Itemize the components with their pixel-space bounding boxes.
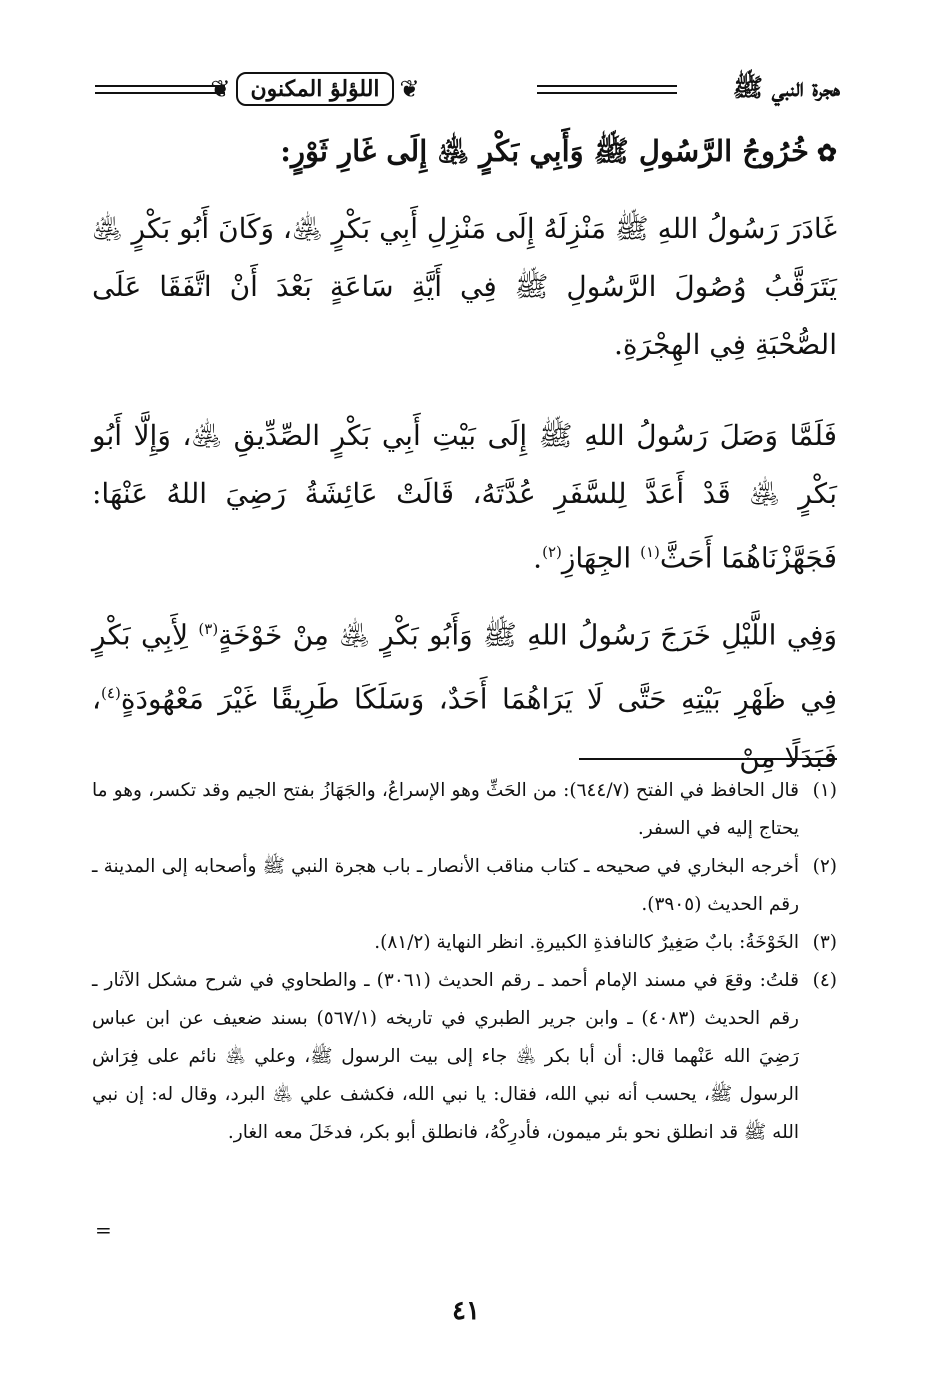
paragraph-2-text: الجِهَازِ bbox=[561, 541, 641, 575]
section-heading bbox=[92, 134, 837, 176]
paragraph-3-text: لِأَبِي بَكْرٍ فِي ظَهْرِ بَيْتِهِ حَتَّى لَا يَرَاهُمَا أَحَدٌ، وَسَلَكَا طَرِيقًا غَيْرَ مَعْهُودَةٍ bbox=[92, 618, 837, 716]
footnote bbox=[92, 772, 837, 848]
flower-bullet-icon: ✿ bbox=[816, 138, 837, 167]
paragraph-3-text: وَفِي اللَّيْلِ خَرَجَ رَسُولُ اللهِ ﷺ وَأَبُو بَكْرٍ ﵁ مِنْ خَوْخَةٍ bbox=[218, 618, 837, 652]
footnote-text: قال الحافظ في الفتح (٦٤٤/٧): من الحَثِّ وهو الإسراعُ، والجَهَازُ بفتح الجيم وقد تكسر، وهو ما يحتاج إليه في السفر. bbox=[92, 780, 799, 839]
footnote-number: (٣) bbox=[812, 932, 837, 953]
paragraph-2-text: . bbox=[533, 541, 543, 575]
page-header bbox=[95, 58, 840, 122]
header-rule-right bbox=[537, 85, 677, 94]
footnote bbox=[92, 924, 837, 962]
footnote bbox=[92, 848, 837, 924]
footnote-ref-1: (١) bbox=[640, 543, 660, 561]
footnote-number: (١) bbox=[812, 780, 837, 801]
header-rule-left bbox=[95, 85, 225, 94]
footnote-number: (٤) bbox=[812, 970, 837, 991]
book-title-cartouche bbox=[210, 62, 420, 116]
footnote-ref-4: (٤) bbox=[101, 684, 121, 703]
page-number: ٤١ bbox=[452, 1296, 480, 1326]
paragraph-2 bbox=[92, 407, 837, 587]
continuation-mark: = bbox=[95, 1218, 112, 1242]
footnote-separator bbox=[579, 758, 837, 760]
paragraph-3-text: ، فَبَدَلًا مِنْ bbox=[92, 682, 837, 774]
footnote-text: قلتُ: وقعَ في مسند الإمام أحمد ـ رقم الحديث (٣٠٦١) ـ والطحاوي في شرح مشكل الآثار ـ رقم الحديث (٤٠٨٣) ـ وابن جرير الطبري في تاريخه (٥٦٧/١) بسند ضعيف عن ابن عباس رَضِيَ الله عَنْهما قال: أن أبا بكر ﵁ جاء إلى بيت الرسول ﷺ، وعلي ﵁ نائم على فِرَاش الرسول ﷺ، يحسب أنه نبي الله، فقال: يا نبي الله، فكشف علي ﵁ البرد، وقال له: إن نبي الله ﷺ قد انطلق نحو بئر ميمون، فأدرِكْهُ، فانطلق أبو بكر، فدخَلَ معه الغار. bbox=[92, 970, 799, 1143]
footnote-ref-3: (٣) bbox=[198, 620, 219, 638]
footnote-text: أخرجه البخاري في صحيحه ـ كتاب مناقب الأنصار ـ باب هجرة النبي ﷺ وأصحابه إلى المدينة ـ رقم الحديث (٣٩٠٥). bbox=[92, 856, 799, 915]
section-title: خُرُوجُ الرَّسُولِ ﷺ وَأَبِي بَكْرٍ ﵁ إِلَى غَارِ ثَوْرٍ: bbox=[280, 134, 809, 168]
floral-ornament-icon: ❦ bbox=[399, 75, 420, 103]
book-title: اللؤلؤ المكنون bbox=[236, 72, 393, 106]
footnotes bbox=[92, 772, 837, 1152]
chapter-title: هجرة النبي ﷺ bbox=[732, 73, 840, 102]
footnote bbox=[92, 962, 837, 1152]
paragraph-1: غَادَرَ رَسُولُ اللهِ ﷺ مَنْزِلَهُ إِلَى مَنْزِلِ أَبِي بَكْرٍ ﵁، وَكَانَ أَبُو بَكْرٍ ﵁ يَتَرَقَّبُ وُصُولَ الرَّسُولِ ﷺ فِي أَيَّةِ سَاعَةٍ بَعْدَ أَنْ اتَّفَقَا عَلَى الصُّحْبَةِ فِي الهِجْرَةِ. bbox=[92, 212, 837, 361]
footnote-number: (٢) bbox=[812, 856, 837, 877]
paragraph-2-text: فَلَمَّا وَصَلَ رَسُولُ اللهِ ﷺ إِلَى بَيْتِ أَبِي بَكْرٍ الصِّدِّيقِ ﵁، وَإِلَّا أَبُو بَكْرٍ ﵁ قَدْ أَعَدَّ لِلسَّفَرِ عُدَّتَهُ، قَالَتْ عَائِشَةُ رَضِيَ اللهُ عَنْهَا: فَجَهَّزْنَاهُمَا أَحَثَّ bbox=[92, 419, 837, 575]
floral-ornament-icon: ❦ bbox=[210, 75, 231, 103]
footnote-ref-2: (٢) bbox=[542, 543, 562, 561]
footnote-text: الخَوْخَةُ: بابٌ صَغِيرٌ كالنافذةِ الكبيرةِ. انظر النهاية (٨١/٢). bbox=[374, 932, 799, 953]
